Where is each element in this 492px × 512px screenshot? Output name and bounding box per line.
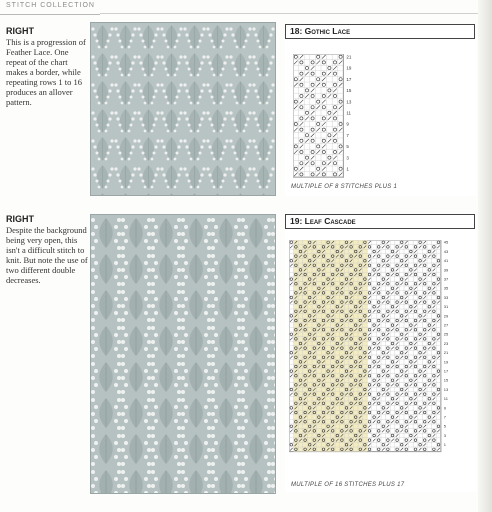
row-number: 43 — [443, 248, 449, 254]
row-number: 35 — [443, 285, 449, 291]
row-number: 9 — [443, 405, 447, 411]
gothic-lace-chart-grid — [293, 54, 373, 194]
row-number: 25 — [443, 331, 449, 337]
row-number: 17 — [443, 368, 449, 374]
row-number: 29 — [443, 313, 449, 319]
row-number: 5 — [346, 144, 349, 150]
row-number: 7 — [346, 132, 349, 138]
row-number: 7 — [443, 414, 447, 420]
row-number: 19 — [443, 359, 449, 365]
caption-title: RIGHT — [6, 214, 34, 224]
row-number: 21 — [443, 350, 449, 356]
row-number: 1 — [443, 442, 447, 448]
row-number: 31 — [443, 304, 449, 310]
running-header — [0, 0, 100, 15]
row-number: 1 — [346, 166, 349, 172]
row-number: 13 — [346, 99, 352, 105]
row-number: 21 — [346, 54, 352, 60]
running-header-label: STITCH COLLECTION — [6, 2, 95, 9]
gothic-lace-chart-panel — [285, 24, 477, 196]
row-number: 27 — [443, 322, 449, 328]
row-number: 37 — [443, 276, 449, 282]
leaf-cascade-chart-grid — [289, 240, 475, 472]
row-number: 23 — [443, 340, 449, 346]
row-number: 5 — [443, 423, 447, 429]
row-number: 3 — [346, 155, 349, 161]
leaf-cascade-chart-panel — [285, 214, 477, 492]
row-number: 11 — [443, 396, 448, 402]
caption-title: RIGHT — [6, 26, 34, 36]
page-spine-shadow — [478, 0, 492, 512]
row-number: 19 — [346, 65, 352, 71]
row-number: 13 — [443, 386, 449, 392]
row-number: 11 — [346, 110, 352, 116]
chart-title: 19: Leaf Cascade — [285, 214, 475, 229]
row-number: 3 — [443, 432, 447, 438]
row-number: 41 — [443, 258, 449, 264]
leaf-cascade-multiple-note: MULTIPLE OF 16 STITCHES PLUS 17 — [291, 482, 405, 488]
gothic-lace-multiple-note: MULTIPLE OF 8 STITCHES PLUS 1 — [291, 184, 398, 190]
row-number: 33 — [443, 294, 449, 300]
caption-gothic-lace — [6, 26, 88, 107]
row-number: 45 — [443, 240, 449, 245]
row-number: 15 — [346, 88, 352, 94]
row-number: 17 — [346, 76, 352, 82]
leaf-cascade-swatch-photo — [90, 214, 276, 494]
caption-body: This is a progression of Feather Lace. One repeat of the chart makes a border, while repeating rows 1 to 16 produces an allover pattern. — [6, 37, 86, 107]
caption-body: Despite the background being very open, this isn't a difficult stitch to knit. But note the use of two different double decreases. — [6, 225, 88, 285]
chart-title: 18: Gothic Lace — [285, 24, 475, 39]
row-number: 39 — [443, 267, 449, 273]
caption-leaf-cascade — [6, 214, 88, 285]
row-number: 9 — [346, 121, 349, 127]
row-number: 15 — [443, 377, 449, 383]
header-rule — [100, 13, 492, 14]
gothic-lace-swatch-photo — [90, 22, 276, 196]
